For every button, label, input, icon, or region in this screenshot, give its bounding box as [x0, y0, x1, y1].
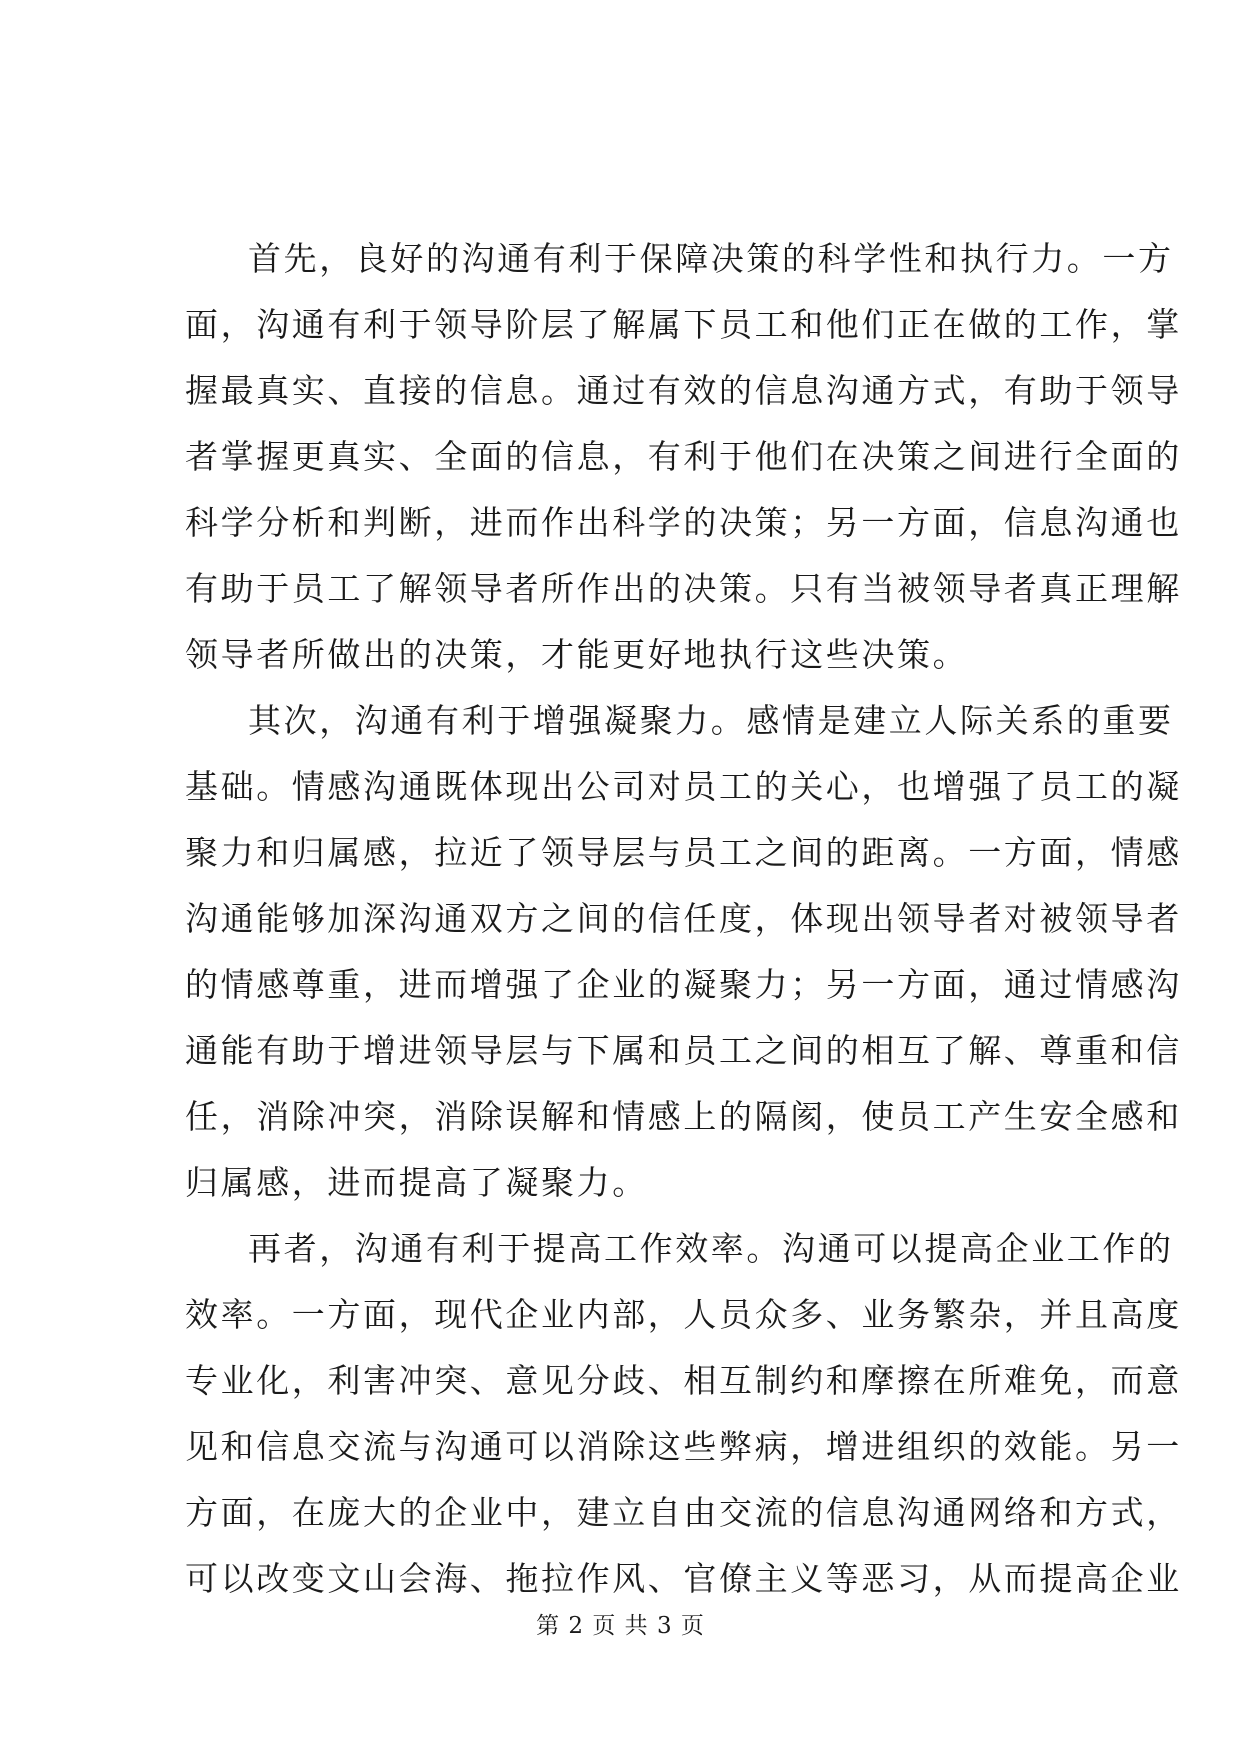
paragraph-line: 其次，沟通有利于增强凝聚力。感情是建立人际关系的重要: [248, 701, 1174, 740]
paragraph-line: 的情感尊重，进而增强了企业的凝聚力；另一方面，通过情感沟: [185, 965, 1182, 1004]
paragraph-line: 者掌握更真实、全面的信息，有利于他们在决策之间进行全面的: [185, 437, 1182, 476]
paragraph-line: 聚力和归属感，拉近了领导层与员工之间的距离。一方面，情感: [185, 833, 1182, 872]
paragraph-line: 握最真实、直接的信息。通过有效的信息沟通方式，有助于领导: [185, 371, 1182, 410]
paragraph-efficiency: [185, 1216, 1182, 1612]
paragraph-line: 科学分析和判断，进而作出科学的决策；另一方面，信息沟通也: [185, 503, 1182, 542]
paragraph-line: 领导者所做出的决策，才能更好地执行这些决策。: [185, 635, 969, 674]
paragraph-line: 见和信息交流与沟通可以消除这些弊病，增进组织的效能。另一: [185, 1427, 1182, 1466]
paragraph-line: 效率。一方面，现代企业内部，人员众多、业务繁杂，并且高度: [185, 1295, 1182, 1334]
paragraph-line: 方面，在庞大的企业中，建立自由交流的信息沟通网络和方式，: [185, 1493, 1182, 1532]
document-body: [185, 226, 1182, 1612]
paragraph-line: 面，沟通有利于领导阶层了解属下员工和他们正在做的工作，掌: [185, 305, 1182, 344]
paragraph-line: 有助于员工了解领导者所作出的决策。只有当被领导者真正理解: [185, 569, 1182, 608]
paragraph-decision: [185, 226, 1182, 688]
paragraph-cohesion: [185, 688, 1182, 1216]
paragraph-line: 专业化，利害冲突、意见分歧、相互制约和摩擦在所难免，而意: [185, 1361, 1182, 1400]
paragraph-line: 沟通能够加深沟通双方之间的信任度，体现出领导者对被领导者: [185, 899, 1182, 938]
paragraph-line: 再者，沟通有利于提高工作效率。沟通可以提高企业工作的: [248, 1229, 1174, 1268]
paragraph-line: 基础。情感沟通既体现出公司对员工的关心，也增强了员工的凝: [185, 767, 1182, 806]
paragraph-line: 可以改变文山会海、拖拉作风、官僚主义等恶习，从而提高企业: [185, 1559, 1182, 1598]
paragraph-line: 归属感，进而提高了凝聚力。: [185, 1163, 648, 1202]
paragraph-line: 首先，良好的沟通有利于保障决策的科学性和执行力。一方: [248, 239, 1174, 278]
page-number-footer: 第 2 页 共 3 页: [536, 1613, 705, 1639]
paragraph-line: 任，消除冲突，消除误解和情感上的隔阂，使员工产生安全感和: [185, 1097, 1182, 1136]
paragraph-line: 通能有助于增进领导层与下属和员工之间的相互了解、尊重和信: [185, 1031, 1182, 1070]
